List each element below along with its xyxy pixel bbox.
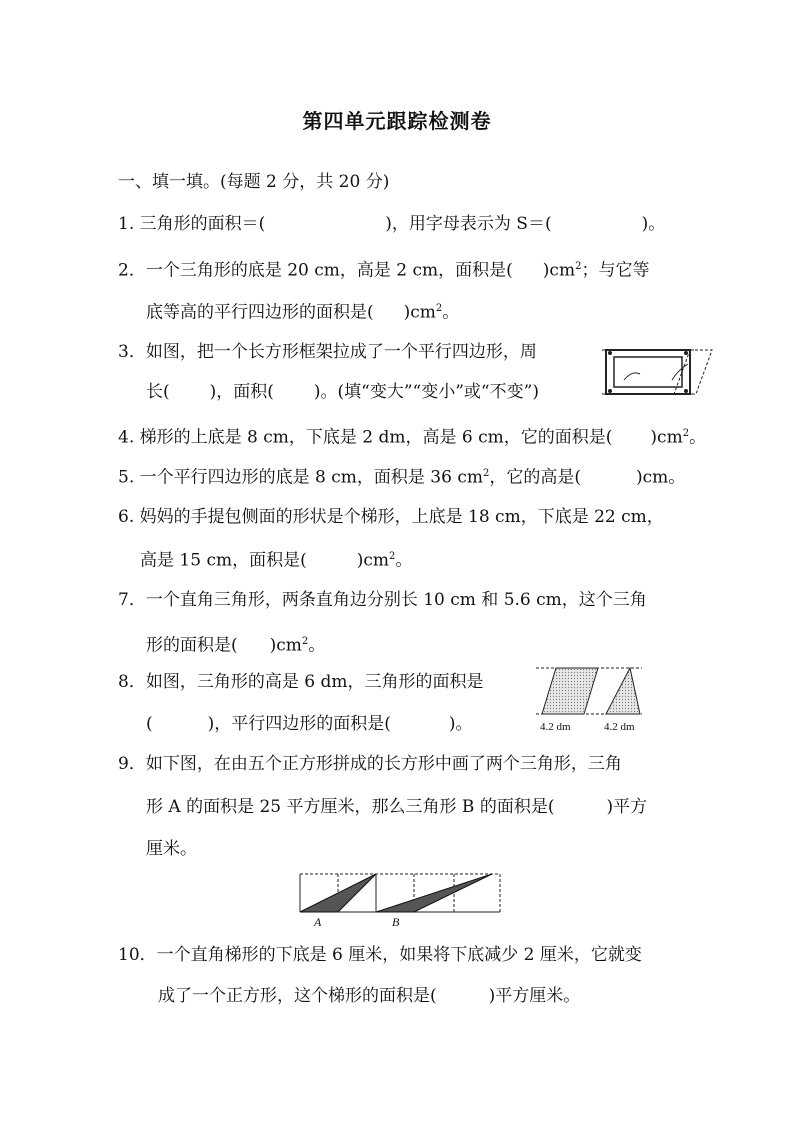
- question-8-line-2: [146, 712, 473, 736]
- question-5: [118, 462, 685, 490]
- q5-text-b: ，它的高是(: [489, 467, 581, 488]
- q4-text-c: 。: [689, 427, 707, 448]
- q3-text-c: )，面积(: [209, 382, 274, 402]
- question-2-line-2: [146, 297, 459, 325]
- q4-text-a: 4. 梯形的上底是 8 cm，下底是 2 dm，高是 6 cm，它的面积是(: [118, 427, 613, 448]
- question-9-line-2: [146, 795, 647, 819]
- q6-text-c: )cm: [356, 550, 389, 571]
- q2-text-d: 底等高的平行四边形的面积是(: [146, 302, 374, 323]
- q7-text-d: 。: [308, 635, 326, 656]
- question-9-line-3: 厘米。: [146, 839, 197, 859]
- fig-label-base-1: 4.2 dm: [540, 721, 571, 733]
- q6-text-d: 。: [395, 550, 413, 571]
- parallelogram-triangle-figure: [534, 662, 646, 736]
- q2-text-f: 。: [442, 302, 460, 323]
- frame-figure: [602, 340, 714, 402]
- fig-label-b: B: [392, 915, 400, 929]
- q10-text-c: )平方厘米。: [488, 986, 581, 1006]
- q1-text-b: )，用字母表示为 S＝(: [385, 214, 552, 234]
- q6-sup: 2: [389, 551, 396, 562]
- fig-label-a: A: [314, 915, 322, 929]
- q2-text-e: )cm: [403, 302, 436, 323]
- q4-text-b: )cm: [650, 427, 683, 448]
- q5-text-c: )cm。: [635, 467, 686, 488]
- question-4: [118, 422, 706, 450]
- q8-text-c: )，平行四边形的面积是(: [207, 714, 391, 734]
- q8-text-d: )。: [448, 714, 473, 734]
- q10-text-b: 成了一个正方形，这个梯形的面积是(: [158, 986, 437, 1006]
- question-10-line-1: 10．一个直角梯形的下底是 6 厘米，如果将下底减少 2 厘米，它就变: [118, 945, 642, 965]
- question-3-line-2: [146, 380, 539, 404]
- q1-text-a: 1. 三角形的面积＝(: [118, 214, 266, 234]
- five-squares-figure: [296, 868, 506, 930]
- q8-text-b: (: [146, 714, 153, 734]
- fig-label-base-2: 4.2 dm: [604, 721, 635, 733]
- question-9-line-1: 9．如下图，在由五个正方形拼成的长方形中画了两个三角形，三角: [118, 754, 622, 774]
- section-heading: 一、填一填。(每题 2 分，共 20 分): [118, 172, 390, 192]
- q4-sup: 2: [682, 428, 690, 439]
- question-7-line-1: 7．一个直角三角形，两条直角边分别长 10 cm 和 5.6 cm，这个三角: [118, 590, 647, 610]
- question-6-line-1: 6. 妈妈的手提包侧面的形状是个梯形，上底是 18 cm，下底是 22 cm，: [118, 507, 664, 527]
- question-1: [118, 212, 665, 236]
- q2-text-c: ；与它等: [581, 260, 650, 281]
- q9-text-b: 形 A 的面积是 25 平方厘米，那么三角形 B 的面积是(: [146, 797, 555, 817]
- q3-text-b: 长(: [146, 382, 170, 402]
- q6-text-b: 高是 15 cm，面积是(: [140, 550, 307, 571]
- q2-text-b: )cm: [542, 260, 576, 281]
- question-10-line-2: [158, 984, 580, 1008]
- question-6-line-2: [140, 545, 412, 573]
- q1-text-c: )。: [641, 214, 666, 234]
- q5-sup: 2: [482, 468, 490, 479]
- page-title: 第四单元跟踪检测卷: [302, 109, 492, 133]
- q2-sup-1: 2: [575, 261, 582, 272]
- q7-text-b: 形的面积是(: [146, 635, 238, 656]
- q9-text-c: )平方: [606, 797, 648, 817]
- question-3-line-1: 3．如图，把一个长方形框架拉成了一个平行四边形，周: [118, 342, 537, 362]
- q5-text-a: 5. 一个平行四边形的底是 8 cm，面积是 36 cm: [118, 467, 483, 488]
- q7-sup: 2: [301, 636, 309, 647]
- q7-text-c: )cm: [269, 635, 302, 656]
- q2-sup-2: 2: [435, 303, 443, 314]
- q3-text-d: )。(填“变大”“变小”或“不变”): [313, 382, 539, 402]
- q2-text-a: 2．一个三角形的底是 20 cm，高是 2 cm，面积是(: [118, 260, 513, 281]
- question-8-line-1: 8．如图，三角形的高是 6 dm，三角形的面积是: [118, 672, 484, 692]
- question-7-line-2: [146, 630, 325, 658]
- question-2-line-1: [118, 255, 649, 283]
